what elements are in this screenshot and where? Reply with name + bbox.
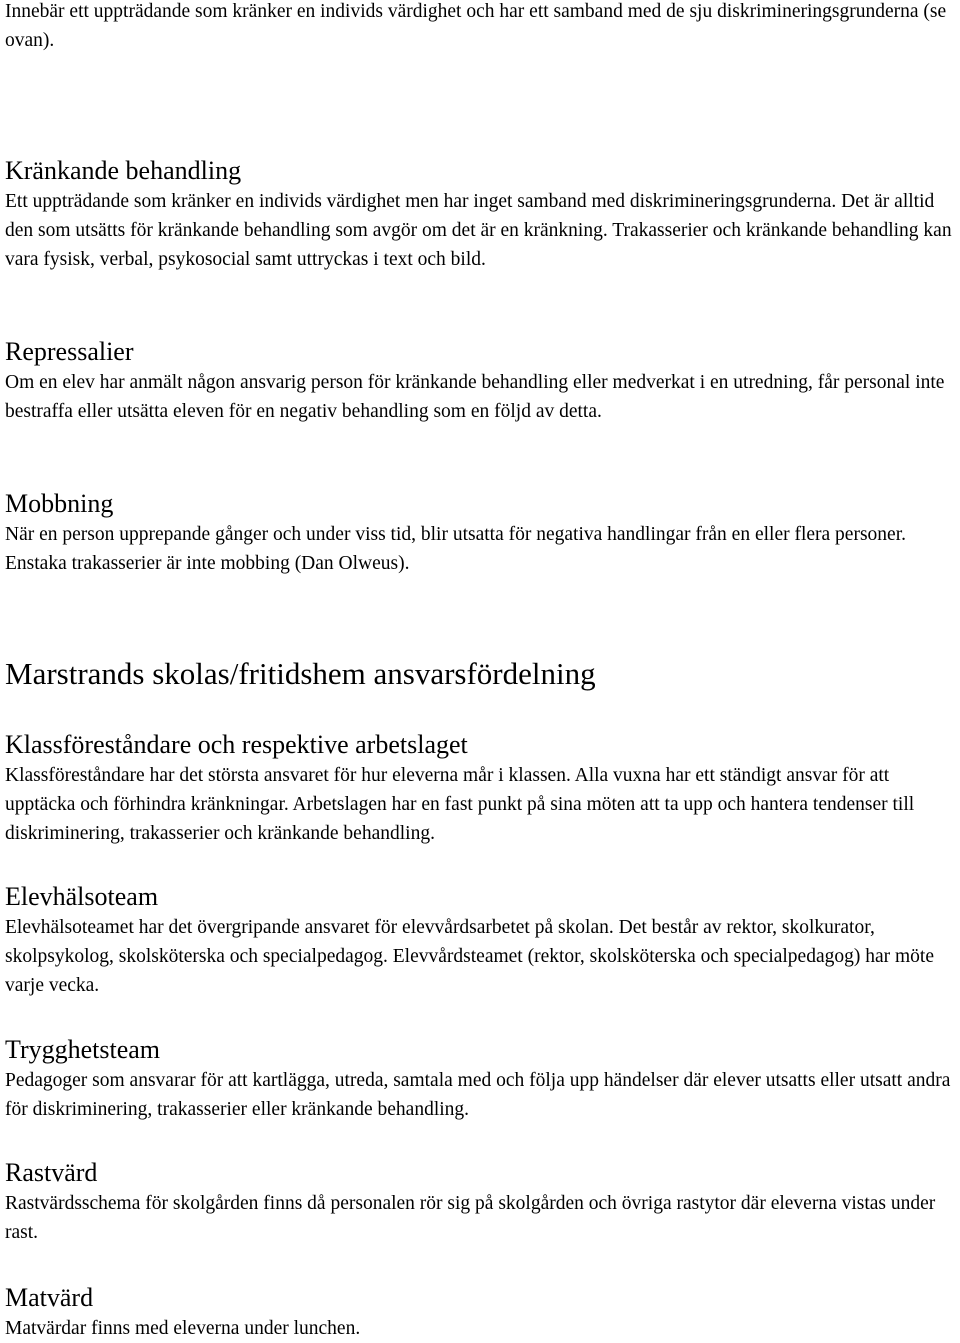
section-heading: Repressalier <box>5 337 134 366</box>
section-heading: Rastvärd <box>5 1158 98 1187</box>
section-heading: Elevhälsoteam <box>5 882 159 911</box>
section-body: Om en elev har anmält någon ansvarig person för kränkande behandling eller medverkat i en utredning, får personal inte bestraffa eller utsätta eleven för en negativ behandling som en följd av detta. <box>5 372 945 422</box>
section-heading: Kränkande behandling <box>5 156 242 185</box>
responsibility-title: Marstrands skolas/fritidshem ansvarsfördelning <box>5 656 596 691</box>
section-body: Pedagoger som ansvarar för att kartlägga, utreda, samtala med och följa upp händelser där elever utsatts eller utsatt andra för diskriminering, trakasserier eller kränkande behandling. <box>5 1070 951 1120</box>
section-heading: Klassföreståndare och respektive arbetslaget <box>5 730 468 759</box>
section-body: Klassföreståndare har det största ansvaret för hur eleverna mår i klassen. Alla vuxna har ett ständigt ansvar för att upptäcka och förhindra kränkningar. Arbetslagen har en fast punkt på sina möten att ta upp och hantera tendenser till diskriminering, trakasserier och kränkande behandling. <box>5 765 915 844</box>
section-mobbning <box>5 488 955 578</box>
section-heading: Mobbning <box>5 489 114 518</box>
section-heading: Matvärd <box>5 1283 94 1312</box>
section-body: När en person upprepande gånger och under viss tid, blir utsatta för negativa handlingar från en eller flera personer. Enstaka trakasserier är inte mobbing (Dan Olweus). <box>5 524 906 574</box>
section-body: Ett uppträdande som kränker en individs värdighet men har inget samband med diskrimineringsgrunderna. Det är alltid den som utsätts för kränkande behandling som avgör om det är en kränkning. Trakasserier och kränkande behandling kan vara fysisk, verbal, psykosocial samt uttryckas i text och bild. <box>5 191 952 270</box>
section-body: Rastvärdsschema för skolgården finns då personalen rör sig på skolgården och övriga rastytor där eleverna vistas under rast. <box>5 1193 936 1243</box>
section-body: Matvärdar finns med eleverna under lunchen. <box>5 1318 361 1339</box>
section-elevhalsoteam <box>5 881 955 1000</box>
section-heading: Trygghetsteam <box>5 1035 161 1064</box>
intro-paragraph: Innebär ett uppträdande som kränker en individs värdighet och har ett samband med de sju diskrimineringsgrunderna (se ovan). <box>5 1 947 51</box>
section-klassforestandare <box>5 729 955 848</box>
section-krankande-behandling <box>5 155 955 274</box>
section-rastvard <box>5 1157 955 1247</box>
section-body: Elevhälsoteamet har det övergripande ansvaret för elevvårdsarbetet på skolan. Det består av rektor, skolkurator, skolpsykolog, skolsköterska och specialpedagog. Elevvårdsteamet (rektor, skolsköterska och specialpedagog) har möte varje vecka. <box>5 917 935 996</box>
section-trygghetsteam <box>5 1034 955 1124</box>
section-matvard <box>5 1282 955 1343</box>
section-repressalier <box>5 336 955 426</box>
